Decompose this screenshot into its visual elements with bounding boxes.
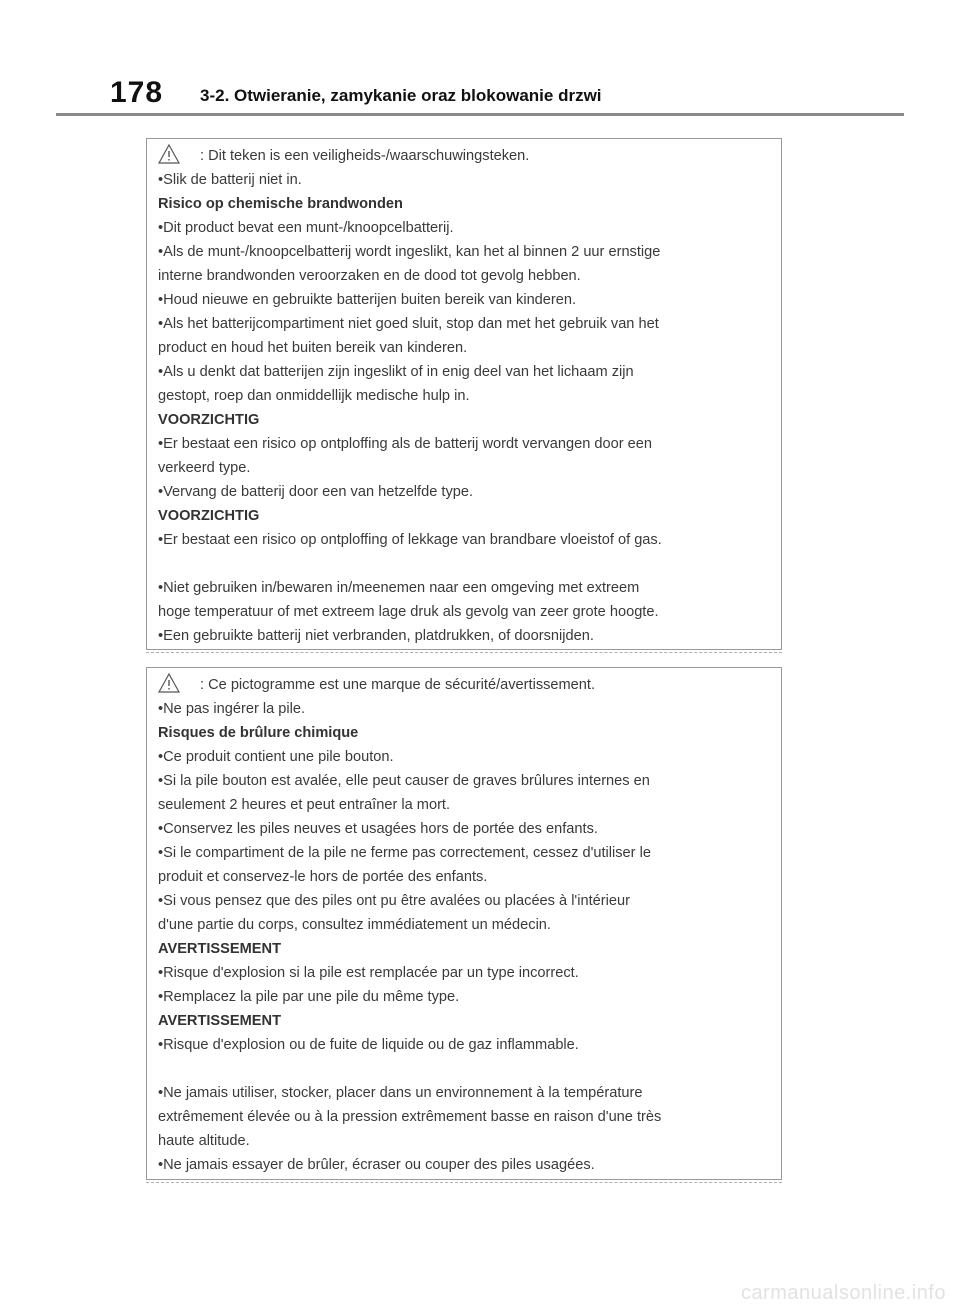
warning-text-line: hoge temperatuur of met extreem lage druk als gevolg van zeer grote hoogte. [158,604,659,620]
warning-text-line: •Risque d'explosion si la pile est remplacée par un type incorrect. [158,965,579,981]
blank-line [158,1057,771,1081]
warning-heading: Risico op chemische brandwonden [158,196,403,212]
warning-text-line: •Er bestaat een risico op ontploffing als de batterij wordt vervangen door een [158,436,653,452]
warning-text-line: •Slik de batterij niet in. [158,172,302,188]
warning-text-line: •Als de munt-/knoopcelbatterij wordt ingeslikt, kan het al binnen 2 uur ernstige [158,244,661,260]
warning-symbol-line [158,673,771,697]
dutch-warning-box [146,138,782,650]
warning-text-line: •Conservez les piles neuves et usagées hors de portée des enfants. [158,821,598,837]
section-title: 3-2. Otwieranie, zamykanie oraz blokowanie drzwi [200,86,602,105]
warning-heading: AVERTISSEMENT [158,1013,281,1029]
blank-line [158,552,771,576]
warning-text-line: •Een gebruikte batterij niet verbranden, platdrukken, of doorsnijden. [158,628,594,644]
warning-text-line: gestopt, roep dan onmiddellijk medische hulp in. [158,388,470,404]
warning-heading: VOORZICHTIG [158,508,260,524]
warning-text-line: product en houd het buiten bereik van kinderen. [158,340,468,356]
warning-text-line: •Si vous pensez que des piles ont pu être avalées ou placées à l'intérieur [158,893,630,909]
page-header [56,70,904,114]
watermark: carmanualsonline.info [740,1282,946,1304]
warning-text-line: •Dit product bevat een munt-/knoopcelbatterij. [158,220,454,236]
warning-text-line: d'une partie du corps, consultez immédiatement un médecin. [158,917,551,933]
warning-text-line: •Risque d'explosion ou de fuite de liquide ou de gaz inflammable. [158,1037,579,1053]
warning-text-line: •Si la pile bouton est avalée, elle peut causer de graves brûlures internes en [158,773,650,789]
warning-text-line: •Ce produit contient une pile bouton. [158,749,394,765]
warning-triangle-icon [158,673,180,693]
warning-text-line: •Houd nieuwe en gebruikte batterijen buiten bereik van kinderen. [158,292,577,308]
warning-text-line: •Er bestaat een risico op ontploffing of lekkage van brandbare vloeistof of gas. [158,532,662,548]
warning-text-line: •Als het batterijcompartiment niet goed sluit, stop dan met het gebruik van het [158,316,659,332]
warning-text-line: •Ne pas ingérer la pile. [158,701,306,717]
warning-text-line: seulement 2 heures et peut entraîner la mort. [158,797,451,813]
warning-text-line: •Als u denkt dat batterijen zijn ingeslikt of in enig deel van het lichaam zijn [158,364,634,380]
warning-symbol-line [158,144,771,168]
warning-text-line: •Ne jamais essayer de brûler, écraser ou couper des piles usagées. [158,1157,595,1173]
warning-text-line: •Si le compartiment de la pile ne ferme pas correctement, cessez d'utiliser le [158,845,651,861]
warning-text-line: •Vervang de batterij door een van hetzelfde type. [158,484,474,500]
warning-text-line: •Remplacez la pile par une pile du même type. [158,989,460,1005]
header-divider [56,113,904,116]
warning-text-line: produit et conservez-le hors de portée des enfants. [158,869,488,885]
french-warning-box [146,667,782,1180]
warning-text-line: interne brandwonden veroorzaken en de dood tot gevolg hebben. [158,268,581,284]
warning-text-line: •Niet gebruiken in/bewaren in/meenemen naar een omgeving met extreem [158,580,640,596]
warning-heading: AVERTISSEMENT [158,941,281,957]
warning-text-line: haute altitude. [158,1133,250,1149]
warning-triangle-icon [158,144,180,164]
warning-text-line: verkeerd type. [158,460,251,476]
warning-symbol-caption: : Ce pictogramme est une marque de sécurité/avertissement. [200,677,596,693]
page-number: 178 [110,76,164,109]
warning-symbol-caption: : Dit teken is een veiligheids-/waarschuwingsteken. [200,148,530,164]
warning-heading: VOORZICHTIG [158,412,260,428]
warning-text-line: •Ne jamais utiliser, stocker, placer dans un environnement à la température [158,1085,643,1101]
warning-text-line: extrêmement élevée ou à la pression extrêmement basse en raison d'une très [158,1109,662,1125]
warning-heading: Risques de brûlure chimique [158,725,359,741]
